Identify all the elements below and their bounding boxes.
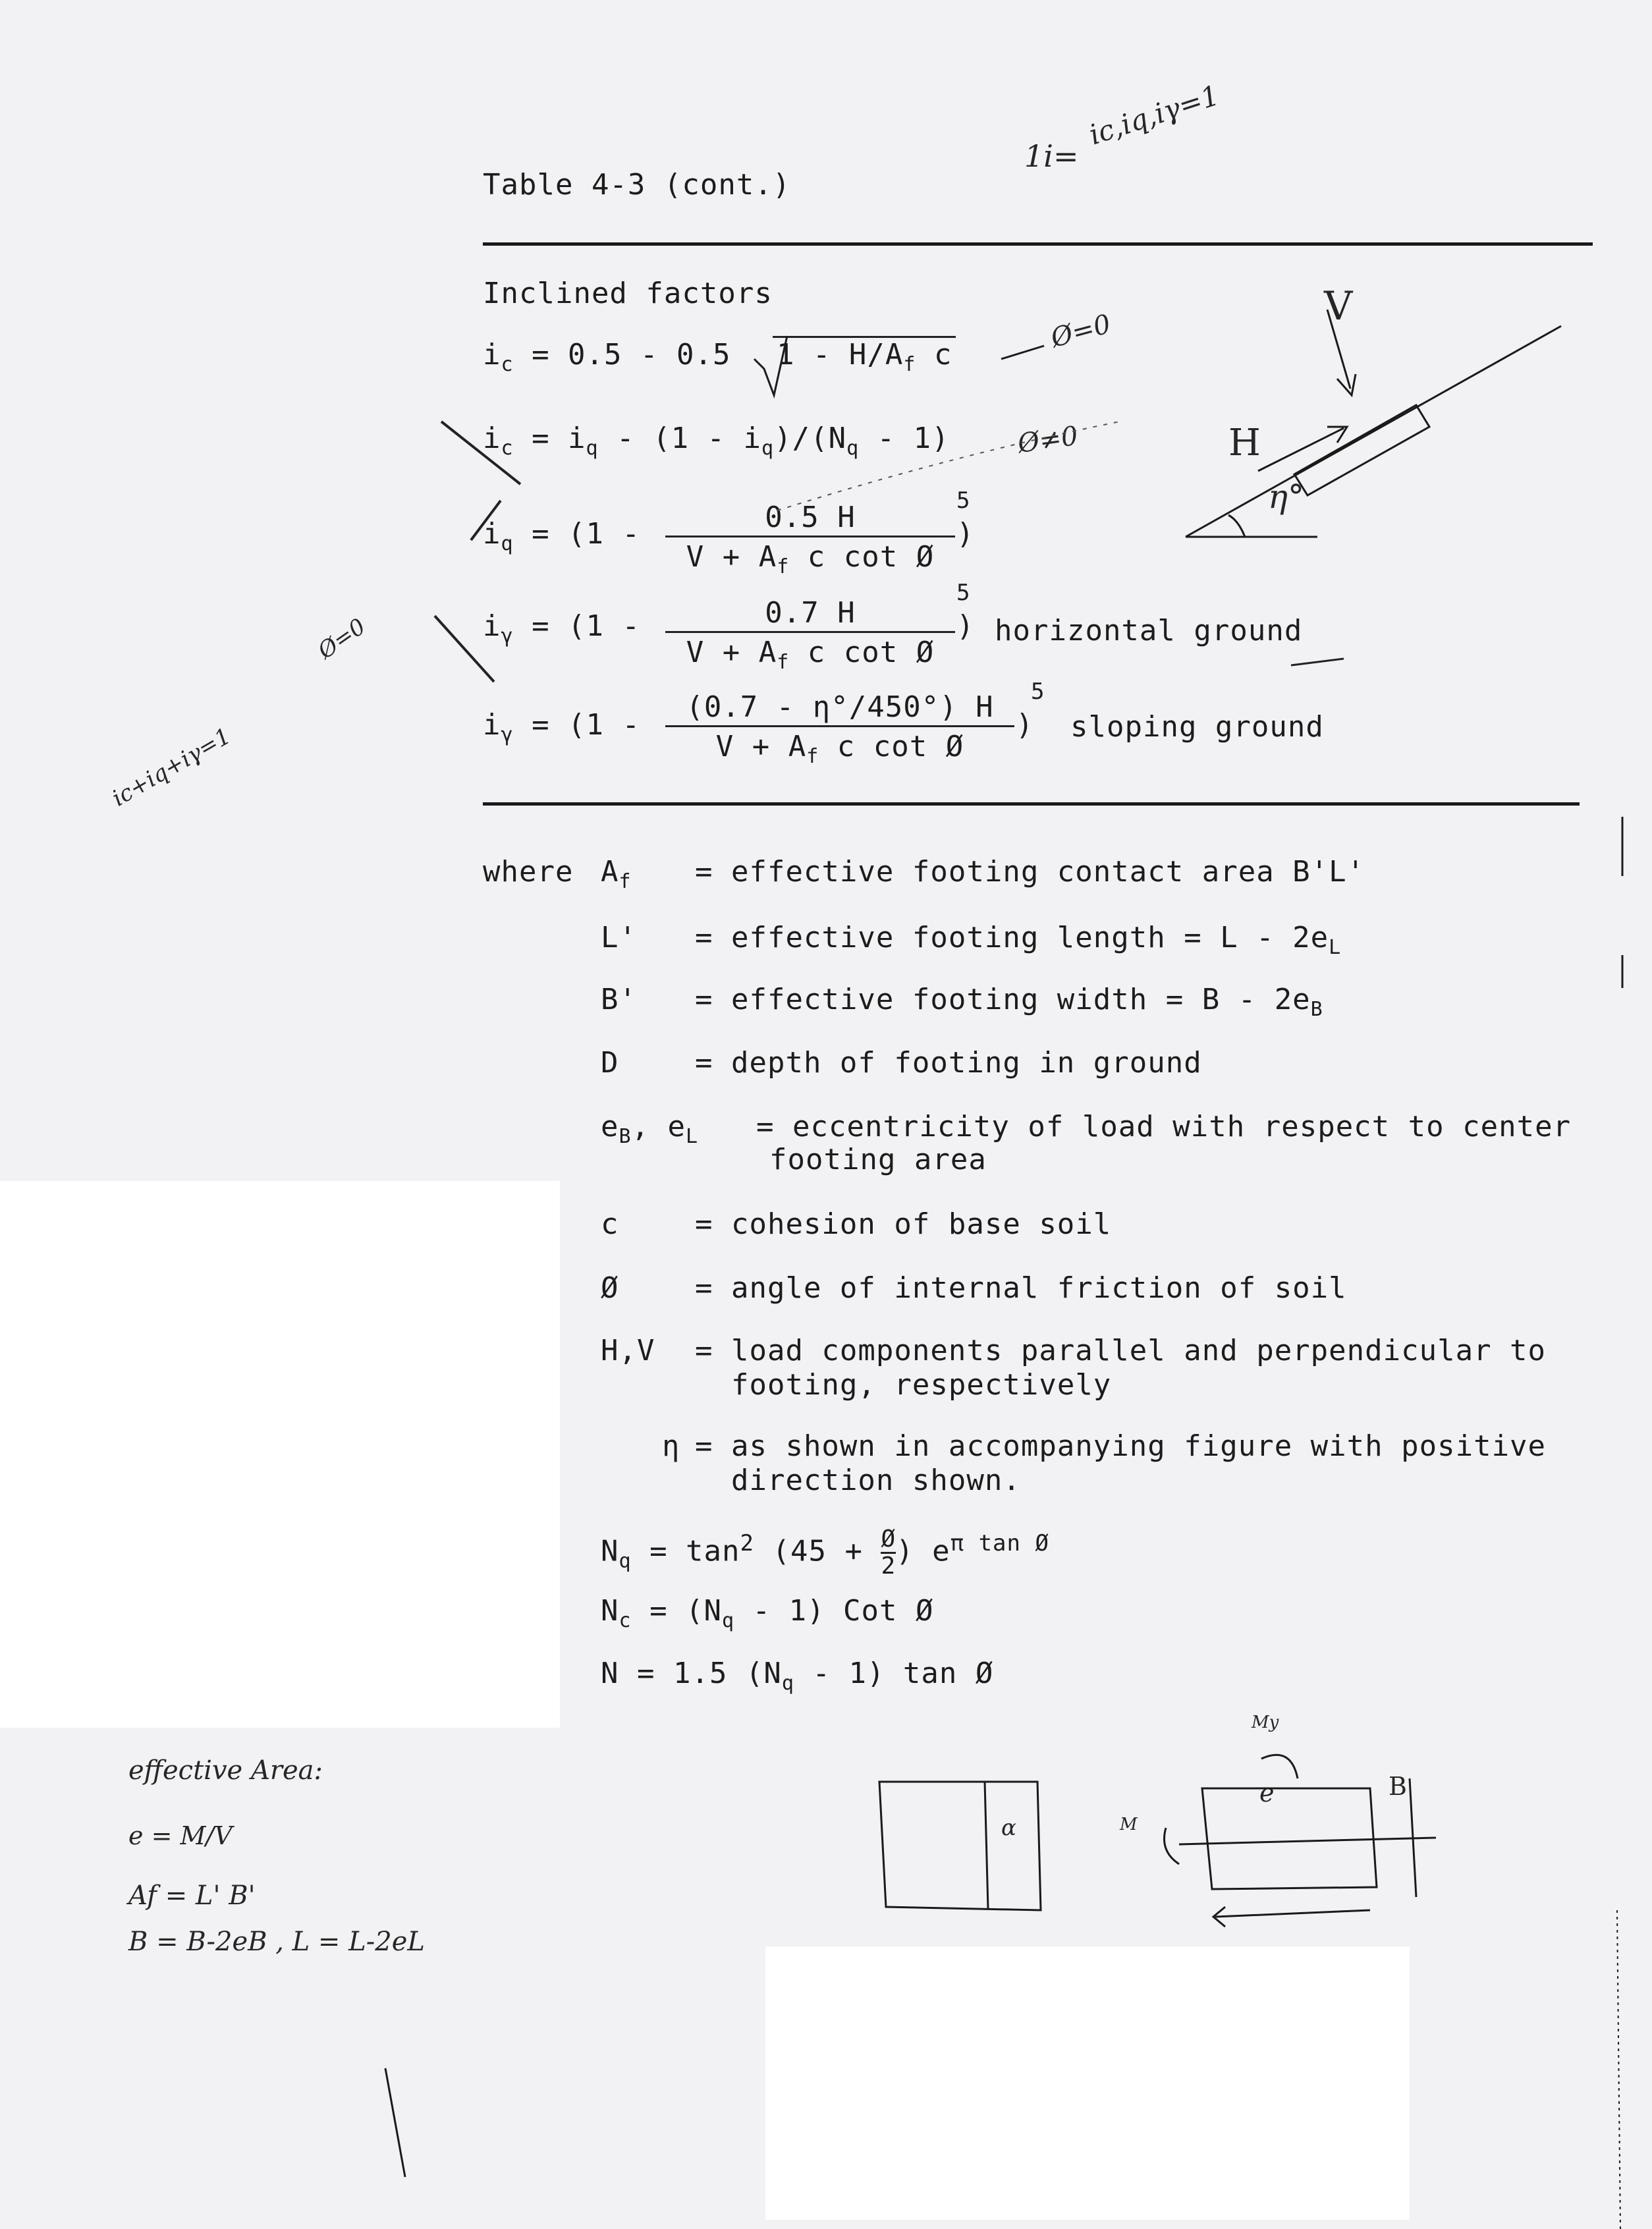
stray-mark <box>385 2068 405 2177</box>
def-desc-l-sub: L <box>1329 935 1342 959</box>
eq-igh-open: = (1 - <box>532 609 641 643</box>
def-sym-l: L' <box>601 921 637 954</box>
arrow-phi-zero <box>1001 346 1044 359</box>
eq-nc-rhs-tail: - 1) Cot Ø <box>734 1594 934 1628</box>
eq-igs-lhs-sub: γ <box>501 723 514 746</box>
eq-igh-lhs-sub: γ <box>501 624 514 647</box>
eq-ng-rhs-tail: - 1) tan Ø <box>794 1657 994 1690</box>
def-sym-eta: η <box>662 1429 680 1463</box>
def-desc-b-text: = effective footing width = B - 2e <box>695 983 1311 1016</box>
eq-iq-den-sub: f <box>777 555 790 578</box>
eq-ic2-rhs-close: - 1) <box>859 422 950 455</box>
sketch-moment-x <box>1165 1828 1180 1864</box>
eq-nc-rhs-sub: q <box>722 1609 735 1632</box>
eq-igh-den-tail: c cot Ø <box>789 636 935 669</box>
eq-nc-lhs: N <box>601 1594 619 1628</box>
def-desc-c: = cohesion of base soil <box>695 1207 1112 1241</box>
eq-nq-exp: 2 <box>740 1529 754 1556</box>
strike-ic2 <box>441 422 520 484</box>
eq-nc-lhs-sub: c <box>619 1609 632 1632</box>
eq-nq-frac-den: 2 <box>881 1553 896 1580</box>
inclined-footing-diagram <box>1186 310 1561 537</box>
eq-igs-den-tail: c cot Ø <box>819 730 964 763</box>
hand-dash <box>1291 659 1344 665</box>
eq-iq-num: 0.5 H <box>665 501 955 537</box>
section-title: Inclined factors <box>483 277 773 310</box>
def-desc-af: = effective footing contact area B'L' <box>695 855 1365 889</box>
eq-igs-open: = (1 - <box>532 708 641 742</box>
def-sym-b: B' <box>601 983 637 1016</box>
def-desc-hv: = load components parallel and perpendicular to <box>695 1334 1547 1367</box>
hand-top-note: ic,iq,iγ=1 <box>1085 78 1223 151</box>
eq-igh-exp: 5 <box>956 580 970 606</box>
footing-sketch-right <box>1165 1755 1437 1927</box>
eq-iq-close: ) <box>956 517 975 551</box>
sketch-label-my: My <box>1252 1713 1279 1732</box>
eq-ic2-rhs-sub: q <box>586 436 599 460</box>
footing-block <box>1294 405 1429 495</box>
sketch-rect-left-divider <box>985 1782 988 1909</box>
def-sym-hv: H,V <box>601 1334 655 1367</box>
diagram-label-eta: η° <box>1268 478 1304 516</box>
eq-ic1-rhs: = 0.5 - 0.5 <box>532 338 731 372</box>
hand-side-note: Ø=0 <box>313 613 371 665</box>
sketch-axis-x <box>1179 1838 1436 1844</box>
eq-ng-rhs: = 1.5 (N <box>637 1657 782 1690</box>
strike-igh <box>435 616 494 682</box>
def-desc-b-sub: B <box>1310 997 1323 1021</box>
def-sym-af-text: A <box>601 855 619 889</box>
sketch-rect-left <box>879 1782 1041 1910</box>
where-label: where <box>483 855 574 889</box>
eq-ic2-rhs-end: )/(N <box>774 422 847 455</box>
eq-nq-exp2: π tan Ø <box>950 1529 1049 1556</box>
def-sym-e-text: e <box>601 1110 619 1143</box>
eq-nq-rhs: = tan <box>649 1534 740 1568</box>
table-title: Table 4-3 (cont.) <box>483 168 791 202</box>
eq-igh-num: 0.7 H <box>665 596 955 633</box>
eq-ic2-lhs: i <box>483 422 501 455</box>
def-desc-hv-cont: footing, respectively <box>731 1368 1112 1402</box>
eq-igh-lhs: i <box>483 609 501 643</box>
eq-igs-close: ) <box>1016 708 1034 742</box>
angle-arc <box>1228 515 1245 537</box>
def-desc-eta-cont: direction shown. <box>731 1464 1021 1497</box>
eq-iq-lhs-sub: q <box>501 532 514 555</box>
eq-igs-exp: 5 <box>1031 678 1045 705</box>
footing-sketch-left <box>879 1782 1041 1910</box>
eq-nc-rhs: = (N <box>649 1594 723 1628</box>
eq-iq-open: = (1 - <box>532 517 641 551</box>
diagram-label-h: H <box>1228 422 1261 464</box>
eq-ic1-radicand-tail: c <box>916 338 952 372</box>
eq-igs-den-sub: f <box>806 744 819 768</box>
sketch-label-m: M <box>1120 1815 1138 1834</box>
def-desc-l-text: = effective footing length = L - 2e <box>695 921 1329 954</box>
hand-af-formula: Af = L' B' <box>128 1881 256 1911</box>
dotted-slash <box>777 422 1120 510</box>
margin-edge <box>1617 1910 1620 2229</box>
eq-igs-note: sloping ground <box>1070 710 1324 744</box>
redaction-box-bottom <box>765 1946 1410 2220</box>
hand-effective-area-title: effective Area: <box>128 1755 323 1786</box>
eq-ng-rhs-sub: q <box>781 1671 794 1695</box>
def-desc-d: = depth of footing in ground <box>695 1046 1202 1080</box>
sketch-label-b: B <box>1389 1772 1407 1801</box>
eq-ic2-rhs-end-sub: q <box>846 436 860 460</box>
sketch-dim-line <box>1215 1910 1370 1917</box>
eq-ic1-radicand-sub: f <box>903 352 916 376</box>
sketch-label-e: e <box>1259 1778 1275 1807</box>
def-sym-e-tail-sub: L <box>686 1124 699 1148</box>
eq-ic1-radicand: 1 - H/A <box>776 338 904 372</box>
eq-igh-note: horizontal ground <box>995 614 1303 647</box>
hand-phi-nonzero: Ø≠0 <box>1016 420 1080 460</box>
slope-line <box>1186 326 1561 537</box>
h-arrow-shaft <box>1258 428 1344 471</box>
eq-nq-mid: (45 + <box>754 1534 863 1568</box>
def-desc-phi: = angle of internal friction of soil <box>695 1271 1347 1305</box>
sketch-label-alpha: α <box>1001 1815 1016 1841</box>
eq-nq-lhs-sub: q <box>619 1549 632 1573</box>
eq-ng-lhs: N <box>601 1657 619 1690</box>
hand-b-formula: B = B-2eB , L = L-2eL <box>128 1927 425 1957</box>
eq-igs-den: V + A <box>715 730 807 763</box>
hand-top-i: 1i= <box>1024 138 1079 174</box>
hand-left-margin: ic+iq+iγ=1 <box>107 723 236 812</box>
eq-nq-lhs: N <box>601 1534 619 1568</box>
eq-iq-den-tail: c cot Ø <box>789 540 935 574</box>
eq-igh-close: ) <box>956 609 975 643</box>
strike-iq <box>471 501 501 540</box>
eq-ic2-lhs-sub: c <box>501 436 514 460</box>
def-sym-d: D <box>601 1046 619 1080</box>
def-sym-af-sub: f <box>619 869 632 893</box>
def-sym-e-sub: B <box>619 1124 632 1148</box>
eq-ic2-rhs-tail: - (1 - i <box>598 422 762 455</box>
sketch-rect-right <box>1202 1788 1377 1889</box>
eq-iq-den: V + A <box>686 540 777 574</box>
eq-ic1-lhs-sub: c <box>501 352 514 376</box>
hand-e-formula: e = M/V <box>128 1821 233 1850</box>
def-sym-c: c <box>601 1207 619 1241</box>
eq-nq-close: ) e <box>896 1534 950 1568</box>
eq-nq-frac-num: Ø <box>881 1526 896 1553</box>
def-sym-e-tail: , e <box>631 1110 686 1143</box>
def-desc-e-cont: footing area <box>769 1143 987 1176</box>
redaction-box-left <box>0 1181 560 1728</box>
def-desc-e: = eccentricity of load with respect to center <box>756 1110 1572 1143</box>
eq-ic2-rhs-tail-sub: q <box>761 436 775 460</box>
eq-iq-exp: 5 <box>956 487 970 514</box>
eq-igs-lhs: i <box>483 708 501 742</box>
def-desc-eta: = as shown in accompanying figure with positive <box>695 1429 1547 1463</box>
eq-ic2-rhs: = i <box>532 422 586 455</box>
eq-igh-den-sub: f <box>777 650 790 674</box>
v-arrow-shaft <box>1327 310 1350 389</box>
eq-igs-num: (0.7 - η°/450°) H <box>665 690 1014 727</box>
def-sym-phi: Ø <box>601 1271 619 1305</box>
radical-sign <box>754 336 787 395</box>
hand-phi-zero: Ø=0 <box>1047 308 1115 354</box>
eq-ic1-lhs: i <box>483 338 501 372</box>
eq-igh-den: V + A <box>686 636 777 669</box>
sketch-moment-y <box>1261 1755 1298 1778</box>
eq-iq-lhs: i <box>483 517 501 551</box>
diagram-label-v: V <box>1324 283 1353 329</box>
